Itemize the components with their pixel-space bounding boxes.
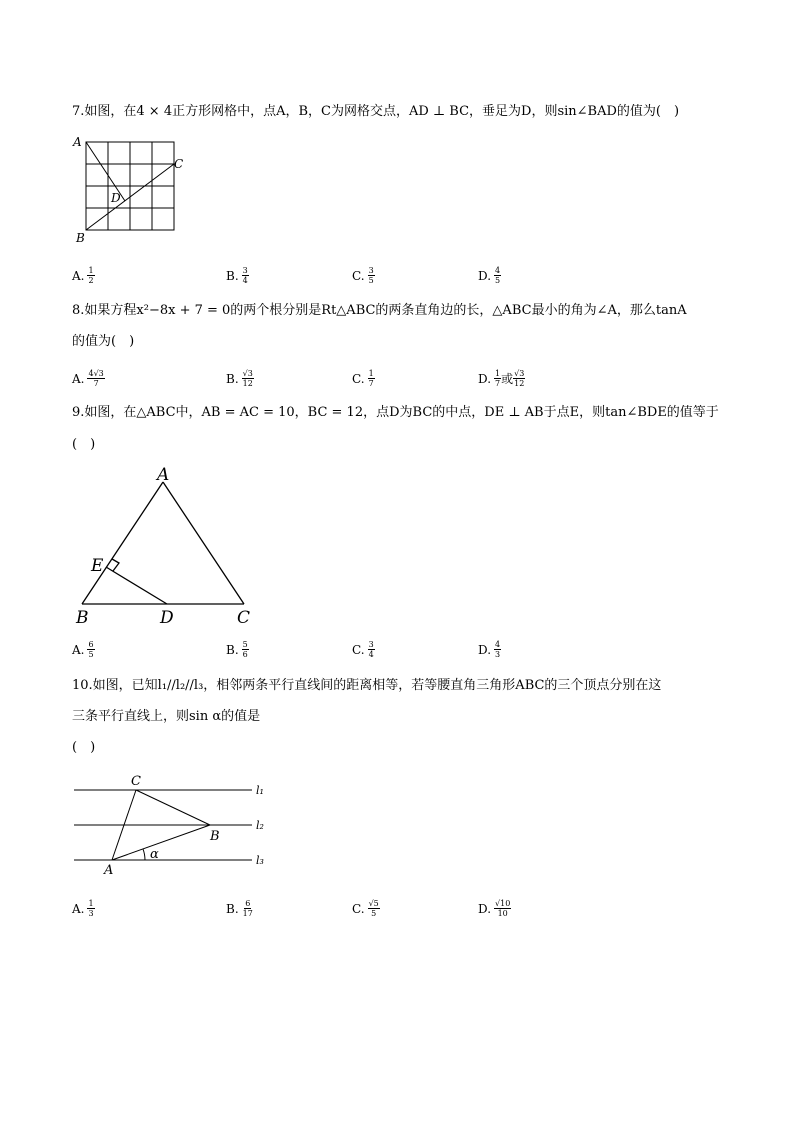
q10-label-a: A [104, 863, 114, 878]
q9-label-a: A [157, 465, 170, 485]
q8-stem-line1: 8.如果方程x²−8x + 7 = 0的两个根分别是Rt△ABC的两条直角边的长，△ABC最小的角为∠A，那么tanA [72, 303, 687, 318]
q9-label-e: E [91, 556, 104, 576]
q7-option-a[interactable]: A. $\frac{1}{2}$ [72, 266, 94, 285]
q9-label-d: D [160, 608, 174, 628]
q7-label-a: A [73, 135, 82, 149]
q10-label-c: C [131, 774, 141, 789]
q8-stem-line2: 的值为( ) [72, 334, 135, 349]
q10-label-l2: l₂ [256, 819, 264, 832]
q7-grid-figure [70, 134, 190, 246]
q7-label-b: B [76, 231, 85, 245]
q8-option-b[interactable]: B. $\frac{√3}{12}$ [226, 369, 253, 388]
q10-option-b[interactable]: B. $\frac{6}{17}$ [226, 899, 253, 918]
q9-stem-line1: 9.如图，在△ABC中，AB = AC = 10，BC = 12，点D为BC的中点，DE ⊥ AB于点E，则tan∠BDE的值等于 [72, 405, 719, 420]
q7-option-d[interactable]: D. $\frac{4}{5}$ [478, 266, 501, 285]
q10-label-alpha: α [150, 847, 159, 862]
q10-label-l1: l₁ [256, 784, 264, 797]
q7-label-d: D [111, 191, 121, 205]
q10-label-l3: l₃ [256, 854, 264, 867]
q7-option-c[interactable]: C. $\frac{3}{5}$ [352, 266, 374, 285]
q9-option-a[interactable]: A. $\frac{6}{5}$ [72, 640, 94, 659]
q9-stem-line2: ( ) [72, 437, 96, 452]
q9-option-c[interactable]: C. $\frac{3}{4}$ [352, 640, 374, 659]
q8-option-a[interactable]: A. $\frac{4√3}{7}$ [72, 369, 104, 388]
q9-option-b[interactable]: B. $\frac{5}{6}$ [226, 640, 248, 659]
q10-stem-line2: 三条平行直线上，则sin α的值是 [72, 709, 261, 724]
q10-stem-line3: ( ) [72, 740, 96, 755]
q10-parallel-lines-figure [70, 770, 270, 880]
q9-triangle-figure [70, 462, 270, 632]
q7-label-c: C [174, 157, 184, 171]
q10-option-d[interactable]: D. $\frac{√10}{10}$ [478, 899, 511, 918]
q8-option-c[interactable]: C. $\frac{1}{7}$ [352, 369, 374, 388]
q10-stem-line1: 10.如图，已知l₁//l₂//l₃，相邻两条平行直线间的距离相等，若等腰直角三角形ABC的三个顶点分别在这 [72, 678, 662, 693]
q8-option-d[interactable]: D. $\frac{1}{7}$ 或 $\frac{√3}{12}$ [478, 369, 525, 388]
q10-label-b: B [210, 829, 220, 844]
q9-option-d[interactable]: D. $\frac{4}{3}$ [478, 640, 501, 659]
q7-option-b[interactable]: B. $\frac{3}{4}$ [226, 266, 248, 285]
q10-option-a[interactable]: A. $\frac{1}{3}$ [72, 899, 94, 918]
q9-label-b: B [76, 608, 89, 628]
q9-label-c: C [237, 608, 251, 628]
q10-option-c[interactable]: C. $\frac{√5}{5}$ [352, 899, 379, 918]
q7-stem: 7.如图，在4 × 4正方形网格中，点A，B，C为网格交点，AD ⊥ BC，垂足为D，则sin∠BAD的值为( ) [72, 104, 680, 119]
